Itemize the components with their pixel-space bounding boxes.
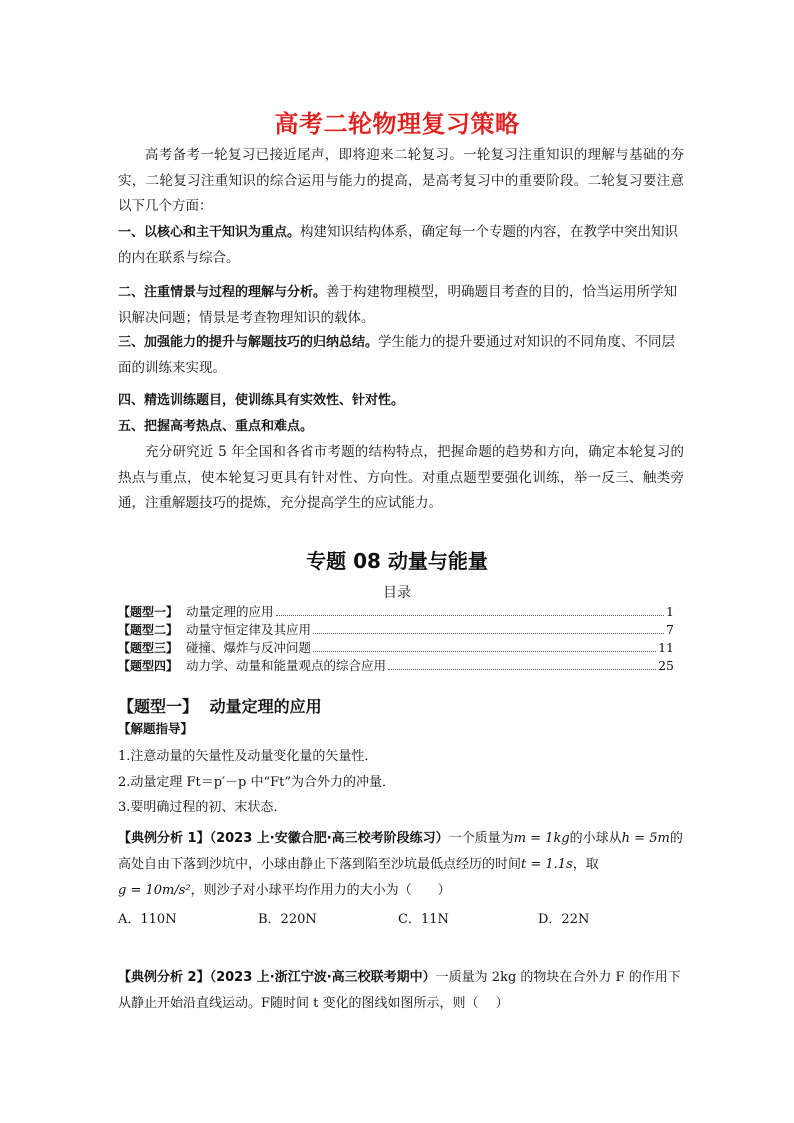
toc-page-number: 25 (658, 658, 674, 673)
option-c[interactable]: C．11N (398, 912, 449, 927)
toc-page-number: 1 (666, 604, 674, 619)
point-2-head: 二、注重情景与过程的理解与分析。 (118, 285, 327, 300)
guide-list (118, 744, 684, 821)
toc-leader-dots (388, 669, 656, 670)
toc-entry[interactable] (118, 602, 674, 620)
guide-item: 3.要明确过程的初、末状态． (118, 800, 287, 816)
point-3-body: 学生能力的提升要通过对知识的不同角度、不同层面的训练来实现。 (118, 334, 676, 376)
gravity-value: g = 10m/s² (118, 883, 191, 898)
guide-item: 2.动量定理 Ft＝p′－p 中“Ft”为合外力的冲量． (118, 774, 396, 790)
example-1-label: 【典例分析 1】 (118, 831, 210, 846)
toc-title: 碰撞、爆炸与反冲问题 (186, 640, 312, 655)
toc-tag: 【题型四】 (118, 659, 179, 673)
mass-value: m = 1kg (513, 831, 570, 846)
point-1-head: 一、以核心和主干知识为重点。 (118, 225, 301, 240)
example-2-text: 一质量为 2kg 的物块在合外力 F 的作用下从静止开始沿直线运动。F随时间 t 变化的图线如图所示，则（ ） (118, 970, 681, 1011)
example-2-label: 【典例分析 2】 (118, 970, 210, 985)
main-title: 高考二轮物理复习策略 (274, 110, 520, 138)
point-2 (118, 280, 684, 331)
toc-tag: 【题型三】 (118, 641, 179, 655)
topic-title: 专题 08 动量与能量 (306, 549, 488, 573)
point-5 (118, 414, 684, 440)
example-2-source: （2023 上·浙江宁波·高三校联考期中） (209, 970, 436, 985)
toc-tag: 【题型一】 (118, 605, 179, 619)
toc-title: 动力学、动量和能量观点的综合应用 (186, 658, 387, 673)
point-1 (118, 220, 684, 271)
example-1-text: 的小球从 (569, 831, 622, 846)
toc-heading: 目录 (383, 585, 411, 601)
toc-page-number: 7 (666, 622, 674, 637)
toc-leader-dots (276, 615, 665, 616)
example-1-text: ，则沙子对小球平均作用力的大小为（ ） (190, 883, 451, 898)
toc-leader-dots (313, 633, 664, 634)
example-1 (118, 826, 688, 904)
closing-paragraph: 充分研究近 5 年全国和各省市考题的结构特点，把握命题的趋势和方向，确定本轮复习的热点与重点，使本轮复习更具有针对性、方向性。对重点题型要强化训练，举一反三、触类旁通，注重解题技巧的提炼，充分提高学生的应试能力。 (118, 444, 684, 512)
toc-leader-dots (313, 651, 656, 652)
section-title: 动量定理的应用 (209, 697, 322, 716)
example-1-text: 一个质量为 (448, 831, 514, 846)
point-3 (118, 330, 684, 381)
example-1-text: ，取 (572, 857, 599, 872)
guide-item: 1.注意动量的矢量性及动量变化量的矢量性． (118, 749, 378, 764)
example-2 (118, 965, 688, 1017)
toc-page-number: 11 (658, 640, 674, 655)
intro-paragraph: 高考备考一轮复习已接近尾声，即将迎来二轮复习。一轮复习注重知识的理解与基础的夯实，二轮复习注重知识的综合运用与能力的提高，是高考复习中的重要阶段。二轮复习要注意以下几个方面： (118, 147, 684, 215)
guide-heading: 【解题指导】 (118, 721, 194, 736)
point-4-head: 四、精选训练题目，使训练具有实效性、针对性。 (118, 393, 405, 408)
toc-title: 动量定理的应用 (186, 604, 274, 619)
time-value: t = 1.1s (521, 857, 573, 872)
option-d[interactable]: D．22N (538, 912, 590, 927)
point-2-body: 善于构建物理模型，明确题目考查的目的，恰当运用所学知识解决问题；情景是考查物理知识的载体。 (118, 284, 678, 326)
option-b[interactable]: B．220N (258, 912, 317, 927)
point-4 (118, 388, 684, 414)
toc-tag: 【题型二】 (118, 623, 179, 637)
toc-entry[interactable] (118, 620, 674, 638)
example-1-source: （2023 上·安徽合肥·高三校考阶段练习） (209, 831, 449, 846)
toc-title: 动量守恒定律及其应用 (186, 622, 312, 637)
point-1-body: 构建知识结构体系，确定每一个专题的内容，在教学中突出知识的内在联系与综合。 (118, 224, 679, 266)
section-tag: 【题型一】 (118, 697, 199, 716)
point-5-head: 五、把握高考热点、重点和难点。 (118, 419, 314, 434)
example-1-text: 的高处自由下落到沙坑中，小球由静止下落到陷至沙坑最低点经历的时间 (118, 831, 683, 872)
table-of-contents (118, 602, 674, 674)
option-a[interactable]: A．110N (118, 912, 177, 927)
section-heading (118, 694, 322, 717)
toc-entry[interactable] (118, 638, 674, 656)
point-3-head: 三、加强能力的提升与解题技巧的归纳总结。 (118, 335, 379, 350)
toc-entry[interactable] (118, 656, 674, 674)
example-1-options (118, 908, 684, 927)
height-value: h = 5m (621, 831, 670, 846)
